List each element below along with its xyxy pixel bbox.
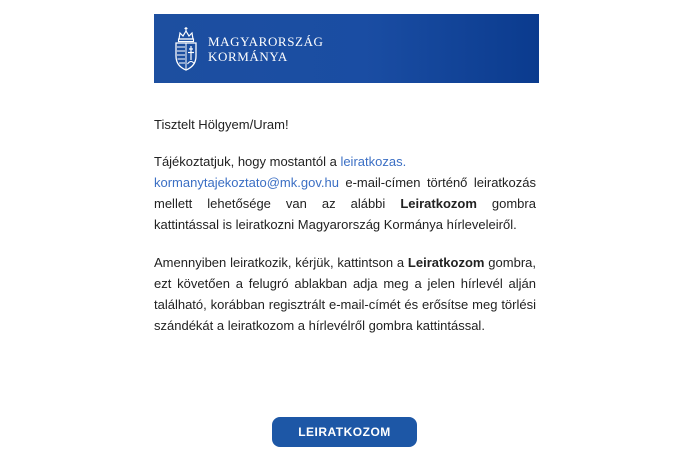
email-body bbox=[154, 114, 536, 336]
logo-line-1: MAGYARORSZÁG bbox=[208, 33, 324, 49]
para1-bold-leiratkozom: Leiratkozom bbox=[400, 196, 477, 211]
paragraph-info bbox=[154, 151, 536, 235]
paragraph-instructions bbox=[154, 252, 536, 336]
para1-text-1: Tájékoztatjuk, hogy mostantól a bbox=[154, 154, 341, 169]
hungarian-coat-of-arms-icon bbox=[173, 26, 199, 72]
para1-text-2: e-mail-címen történő leiratkozás mellett lehetősége van az alábbi bbox=[154, 175, 536, 211]
government-logo-text bbox=[208, 34, 324, 64]
email-link-part-2[interactable]: kormanytajekoztato@mk.gov.hu bbox=[154, 175, 339, 190]
logo-line-2: KORMÁNYA bbox=[208, 48, 288, 64]
unsubscribe-button[interactable]: LEIRATKOZOM bbox=[272, 417, 417, 447]
email-link-part-1[interactable]: leiratkozas. bbox=[340, 154, 407, 169]
para2-text-2: gombra, ezt követően a felugró ablakban adja meg a jelen hírlevél alján található, korábban regisztrált e-mail-címét és erősítse meg törlési szándékát a leiratkozom a hírlevélről gombra kattintással. bbox=[154, 255, 536, 333]
para1-text-3: gombra kattintással is leiratkozni Magyarország Kormánya hírleveleiről. bbox=[154, 196, 536, 232]
header-banner bbox=[154, 14, 539, 83]
para2-bold-leiratkozom: Leiratkozom bbox=[407, 255, 485, 270]
para2-text-1: Amennyiben leiratkozik, kérjük, kattintson a bbox=[154, 255, 408, 270]
greeting: Tisztelt Hölgyem/Uram! bbox=[154, 117, 289, 132]
